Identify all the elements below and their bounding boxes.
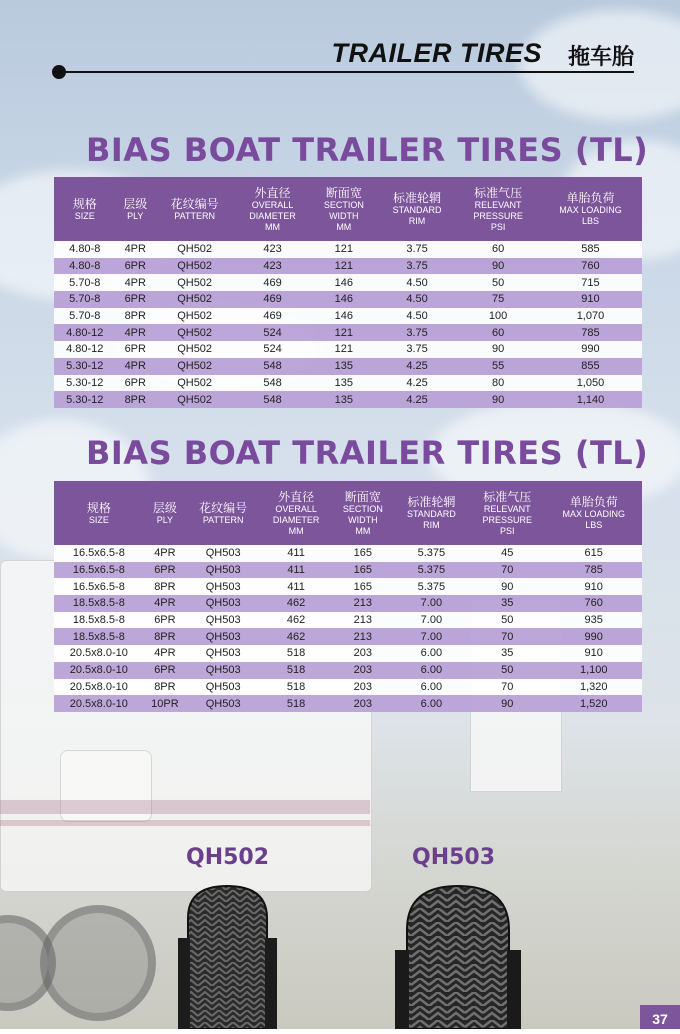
table-cell: 855	[539, 358, 642, 375]
table-cell: QH502	[155, 291, 234, 308]
table-cell: 3.75	[377, 241, 458, 258]
table-cell: QH502	[155, 391, 234, 408]
table-row	[54, 241, 642, 258]
column-header	[144, 481, 186, 545]
table-cell: QH503	[186, 562, 260, 579]
table-row	[54, 391, 642, 408]
table-cell: 121	[311, 258, 377, 275]
column-header-en: OVERALL	[251, 199, 294, 210]
table-cell: 20.5x8.0-10	[54, 662, 144, 679]
table-cell: 1,050	[539, 375, 642, 392]
table-cell: 5.70-8	[54, 308, 115, 325]
table-row	[54, 562, 642, 579]
column-header-cn: 规格	[86, 500, 111, 515]
table-cell: 6.00	[394, 662, 469, 679]
column-header-en: PATTERN	[174, 210, 215, 221]
table-cell: 411	[260, 578, 332, 595]
page-number: 37	[640, 1005, 680, 1029]
column-header-cn: 单胎负荷	[566, 191, 615, 205]
table-cell: 462	[260, 612, 332, 629]
table-cell: 6PR	[144, 662, 186, 679]
table-cell: 7.00	[394, 628, 469, 645]
column-header-cn: 层级	[123, 196, 148, 211]
table-row	[54, 679, 642, 696]
table-cell: 585	[539, 241, 642, 258]
table-cell: 203	[332, 695, 394, 712]
section-title: BIAS BOAT TRAILER TIRES (TL)	[86, 434, 649, 472]
table-cell: 18.5x8.5-8	[54, 628, 144, 645]
column-header-cn: 花纹编号	[199, 500, 248, 515]
table-cell: 90	[457, 391, 539, 408]
table-cell: 20.5x8.0-10	[54, 645, 144, 662]
table-cell: 135	[311, 391, 377, 408]
column-header-cn: 标准气压	[474, 185, 523, 200]
table-cell: 518	[260, 645, 332, 662]
table-cell: 203	[332, 662, 394, 679]
table-row	[54, 308, 642, 325]
product-label: QH503	[412, 845, 496, 870]
table-cell: 7.00	[394, 595, 469, 612]
table-cell: 8PR	[144, 628, 186, 645]
table-cell: 60	[457, 324, 539, 341]
column-header-cn: 标准轮辋	[393, 191, 442, 205]
table-cell: 213	[332, 612, 394, 629]
table-cell: 5.375	[394, 562, 469, 579]
column-header	[332, 481, 394, 545]
table-cell: 935	[545, 612, 642, 629]
table-cell: 6PR	[115, 341, 155, 358]
table-cell: 411	[260, 562, 332, 579]
table-cell: 146	[311, 291, 377, 308]
table-cell: 20.5x8.0-10	[54, 695, 144, 712]
column-header-en: SIZE	[74, 210, 95, 221]
table-header-row	[54, 177, 642, 241]
column-header-en: WIDTH	[348, 514, 378, 525]
table-cell: 90	[469, 695, 545, 712]
table-cell: 18.5x8.5-8	[54, 595, 144, 612]
table-cell: 146	[311, 274, 377, 291]
table-cell: 3.75	[377, 341, 458, 358]
table-cell: 70	[469, 679, 545, 696]
table-cell: 615	[545, 545, 642, 562]
table-cell: QH502	[155, 274, 234, 291]
table-cell: 5.30-12	[54, 375, 115, 392]
table-cell: QH503	[186, 695, 260, 712]
column-header-en: DIAMETER	[272, 514, 320, 525]
table-cell: 990	[539, 341, 642, 358]
table-cell: 18.5x8.5-8	[54, 612, 144, 629]
table-cell: 8PR	[115, 391, 155, 408]
table-cell: 910	[545, 645, 642, 662]
table-cell: 16.5x6.5-8	[54, 578, 144, 595]
table-cell: 75	[457, 291, 539, 308]
section-title: BIAS BOAT TRAILER TIRES (TL)	[86, 131, 649, 169]
column-header-en: SECTION	[342, 503, 383, 514]
table-cell: 121	[311, 341, 377, 358]
table-cell: 910	[539, 291, 642, 308]
table-cell: 469	[234, 308, 311, 325]
column-header-cn: 断面宽	[344, 489, 381, 504]
table-cell: 411	[260, 545, 332, 562]
table-row	[54, 274, 642, 291]
table-cell: 7.00	[394, 612, 469, 629]
table-cell: 548	[234, 391, 311, 408]
table-cell: 6.00	[394, 695, 469, 712]
table-cell: 910	[545, 578, 642, 595]
column-header-en: PSI	[500, 525, 515, 536]
tire-image-qh502	[170, 878, 285, 1029]
table-cell: QH502	[155, 358, 234, 375]
table-cell: 121	[311, 241, 377, 258]
table-cell: 100	[457, 308, 539, 325]
column-header	[394, 481, 469, 545]
table-cell: 1,100	[545, 662, 642, 679]
table-cell: 16.5x6.5-8	[54, 562, 144, 579]
table-cell: 6PR	[115, 375, 155, 392]
table-cell: QH503	[186, 645, 260, 662]
table-cell: QH502	[155, 324, 234, 341]
table-row	[54, 595, 642, 612]
spec-table	[54, 177, 642, 408]
table-cell: 20.5x8.0-10	[54, 679, 144, 696]
table-cell: 35	[469, 645, 545, 662]
table-cell: 423	[234, 241, 311, 258]
table-cell: 5.70-8	[54, 291, 115, 308]
table-cell: 548	[234, 358, 311, 375]
table-cell: QH502	[155, 375, 234, 392]
table-cell: 203	[332, 645, 394, 662]
table-cell: 715	[539, 274, 642, 291]
table-cell: 4.80-12	[54, 341, 115, 358]
table-cell: QH502	[155, 241, 234, 258]
table-cell: 80	[457, 375, 539, 392]
column-header	[469, 481, 545, 545]
table-cell: 55	[457, 358, 539, 375]
table-row	[54, 341, 642, 358]
column-header-en: RELEVANT	[483, 503, 531, 514]
table-cell: 6.00	[394, 679, 469, 696]
table-cell: 8PR	[144, 578, 186, 595]
header-title-cn: 拖车胎	[567, 45, 634, 70]
column-header-en: WIDTH	[329, 210, 359, 221]
table-cell: 6PR	[144, 612, 186, 629]
table-cell: 50	[469, 662, 545, 679]
table-cell: 4PR	[115, 324, 155, 341]
column-header-cn: 标准气压	[483, 489, 532, 504]
table-cell: 3.75	[377, 324, 458, 341]
table-cell: 135	[311, 375, 377, 392]
table-cell: 213	[332, 595, 394, 612]
table-row	[54, 612, 642, 629]
header-rule	[58, 71, 634, 73]
table-cell: 35	[469, 595, 545, 612]
column-header-en: PSI	[490, 221, 506, 232]
table-cell: 45	[469, 545, 545, 562]
table-row	[54, 358, 642, 375]
table-cell: 548	[234, 375, 311, 392]
table-cell: 785	[545, 562, 642, 579]
table-cell: 462	[260, 628, 332, 645]
table-cell: QH503	[186, 628, 260, 645]
table-cell: 4PR	[144, 645, 186, 662]
column-header-en: OVERALL	[275, 503, 317, 514]
table-cell: QH503	[186, 662, 260, 679]
table-row	[54, 662, 642, 679]
table-cell: QH502	[155, 341, 234, 358]
table-cell: 4.80-12	[54, 324, 115, 341]
table-cell: 4PR	[144, 595, 186, 612]
table-cell: 70	[469, 562, 545, 579]
column-header-en: SIZE	[88, 514, 109, 525]
table-cell: 4.25	[377, 391, 458, 408]
table-cell: 760	[539, 258, 642, 275]
column-header-en: LBS	[585, 520, 603, 530]
table-cell: QH503	[186, 679, 260, 696]
table-cell: 4.25	[377, 375, 458, 392]
column-header-en: RIM	[408, 216, 426, 226]
spec-table	[54, 481, 642, 712]
table-row	[54, 258, 642, 275]
table-cell: 524	[234, 324, 311, 341]
table-cell: 1,520	[545, 695, 642, 712]
column-header-cn: 外直径	[278, 489, 315, 504]
column-header	[311, 177, 377, 241]
column-header-en: MAX LOADING	[562, 509, 625, 519]
table-cell: 90	[457, 258, 539, 275]
column-header-en: STANDARD	[392, 205, 442, 215]
column-header-en: LBS	[581, 216, 599, 226]
column-header	[539, 177, 642, 241]
table-cell: 90	[457, 341, 539, 358]
column-header	[186, 481, 260, 545]
column-header-en: PLY	[156, 514, 174, 525]
table-cell: 5.30-12	[54, 358, 115, 375]
column-header-cn: 花纹编号	[170, 196, 219, 211]
tire-image-qh503	[393, 880, 523, 1029]
table-cell: 50	[457, 274, 539, 291]
table-cell: 1,070	[539, 308, 642, 325]
table-cell: QH502	[155, 258, 234, 275]
table-cell: 8PR	[144, 679, 186, 696]
column-header-cn: 断面宽	[325, 185, 362, 200]
column-header-en: MM	[355, 525, 371, 536]
table-cell: 70	[469, 628, 545, 645]
column-header	[457, 177, 539, 241]
column-header-en: MAX LOADING	[559, 205, 622, 215]
table-cell: 203	[332, 679, 394, 696]
table-cell: QH502	[155, 308, 234, 325]
table-cell: 518	[260, 695, 332, 712]
table-cell: 5.375	[394, 578, 469, 595]
column-header-cn: 外直径	[254, 185, 291, 200]
column-header-en: RELEVANT	[474, 199, 522, 210]
table-cell: 90	[469, 578, 545, 595]
column-header	[545, 481, 642, 545]
table-cell: 213	[332, 628, 394, 645]
column-header	[234, 177, 311, 241]
table-cell: 60	[457, 241, 539, 258]
table-cell: 4.80-8	[54, 241, 115, 258]
table-row	[54, 695, 642, 712]
table-cell: 524	[234, 341, 311, 358]
table-cell: 5.70-8	[54, 274, 115, 291]
table-cell: 6.00	[394, 645, 469, 662]
table-cell: 785	[539, 324, 642, 341]
column-header	[115, 177, 155, 241]
table-cell: 4PR	[144, 545, 186, 562]
column-header-cn: 规格	[72, 196, 97, 211]
table-cell: 4PR	[115, 358, 155, 375]
table-cell: 462	[260, 595, 332, 612]
table-cell: 165	[332, 562, 394, 579]
table-cell: 518	[260, 662, 332, 679]
table-cell: 990	[545, 628, 642, 645]
table-row	[54, 291, 642, 308]
table-cell: 4.50	[377, 274, 458, 291]
table-cell: QH503	[186, 578, 260, 595]
table-cell: 5.30-12	[54, 391, 115, 408]
column-header	[54, 481, 144, 545]
table-cell: QH503	[186, 595, 260, 612]
header-title: TRAILER TIRES	[331, 38, 542, 68]
column-header-en: PLY	[127, 210, 144, 221]
column-header-en: PRESSURE	[473, 210, 523, 221]
table-cell: 4.50	[377, 308, 458, 325]
table-cell: 4.50	[377, 291, 458, 308]
column-header	[155, 177, 234, 241]
table-cell: 6PR	[144, 562, 186, 579]
table-cell: 10PR	[144, 695, 186, 712]
column-header-en: PRESSURE	[482, 514, 533, 525]
table-cell: 165	[332, 545, 394, 562]
column-header	[260, 481, 332, 545]
column-header	[54, 177, 115, 241]
column-header	[377, 177, 458, 241]
table-row	[54, 375, 642, 392]
column-header-en: DIAMETER	[249, 210, 296, 221]
tire-icon	[170, 878, 285, 1029]
table-row	[54, 628, 642, 645]
table-cell: 760	[545, 595, 642, 612]
column-header-en: MM	[336, 221, 352, 232]
table-cell: 518	[260, 679, 332, 696]
column-header-en: RIM	[423, 520, 440, 530]
table-cell: 1,320	[545, 679, 642, 696]
column-header-en: SECTION	[323, 199, 364, 210]
table-cell: 165	[332, 578, 394, 595]
table-cell: 1,140	[539, 391, 642, 408]
table-cell: 469	[234, 291, 311, 308]
table-cell: QH503	[186, 545, 260, 562]
product-label: QH502	[186, 845, 270, 870]
table-cell: 50	[469, 612, 545, 629]
table-cell: 5.375	[394, 545, 469, 562]
column-header-en: MM	[288, 525, 304, 536]
table-row	[54, 324, 642, 341]
column-header-en: PATTERN	[202, 514, 244, 525]
column-header-cn: 标准轮辋	[407, 495, 456, 509]
table-cell: 135	[311, 358, 377, 375]
column-header-cn: 层级	[152, 500, 177, 515]
table-row	[54, 578, 642, 595]
table-cell: 8PR	[115, 308, 155, 325]
column-header-en: STANDARD	[406, 509, 456, 519]
table-cell: 121	[311, 324, 377, 341]
table-header-row	[54, 481, 642, 545]
table-cell: 423	[234, 258, 311, 275]
table-cell: 4.80-8	[54, 258, 115, 275]
table-cell: 146	[311, 308, 377, 325]
table-cell: 6PR	[115, 258, 155, 275]
table-cell: 4PR	[115, 274, 155, 291]
table-cell: 6PR	[115, 291, 155, 308]
table-row	[54, 545, 642, 562]
column-header-cn: 单胎负荷	[569, 495, 618, 509]
table-row	[54, 645, 642, 662]
column-header-en: MM	[265, 221, 281, 232]
table-cell: 4.25	[377, 358, 458, 375]
table-cell: QH503	[186, 612, 260, 629]
table-cell: 3.75	[377, 258, 458, 275]
table-cell: 4PR	[115, 241, 155, 258]
table-cell: 469	[234, 274, 311, 291]
tire-icon	[393, 880, 523, 1029]
table-cell: 16.5x6.5-8	[54, 545, 144, 562]
